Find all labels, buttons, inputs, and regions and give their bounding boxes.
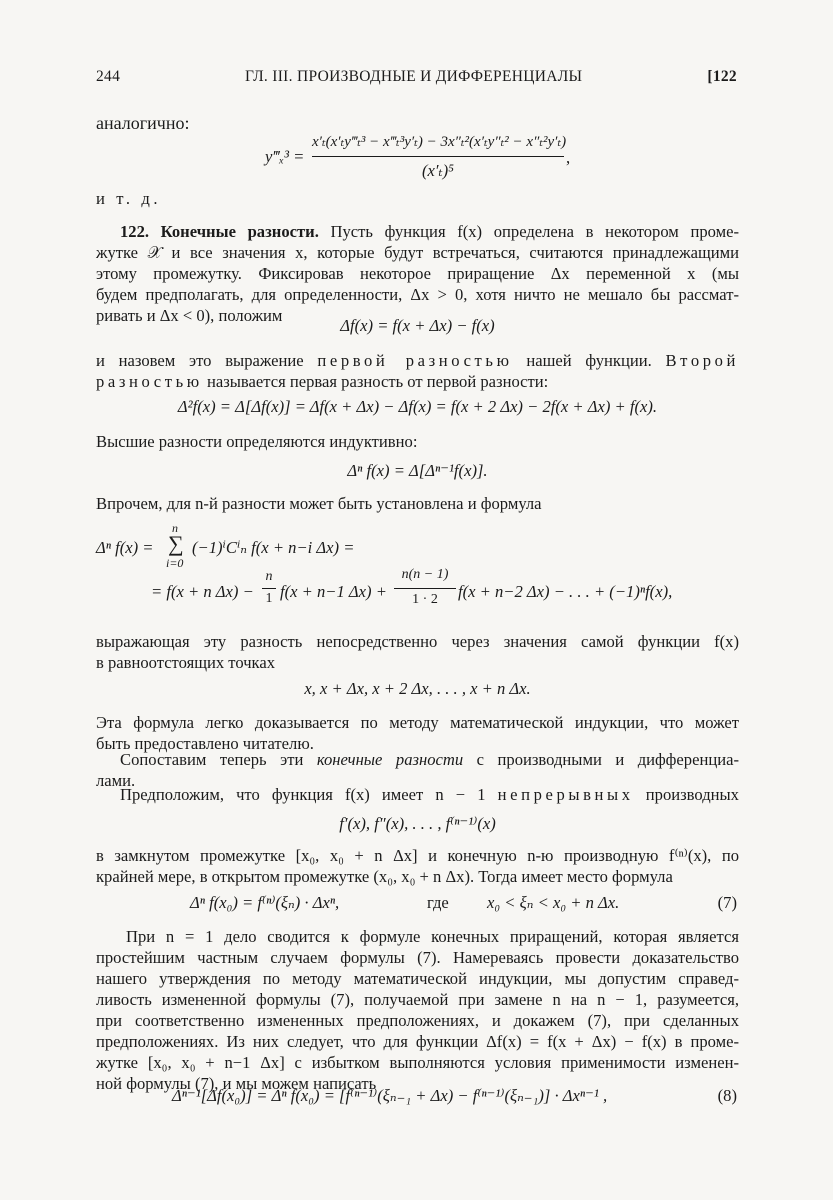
equation-number-8: (8) [717, 1086, 737, 1105]
formula-7-main: Δⁿ f(x₀) = f⁽ⁿ⁾(ξₙ) · Δxⁿ, [190, 893, 340, 912]
text-line: ливость измененной формулы (7), получаемой при замене n на n − 1, разумеется, [96, 990, 739, 1009]
paragraph-proof [96, 926, 739, 1094]
text-line: при соответственно измененных предположениях, и докажем (7), при сделанных [96, 1011, 739, 1030]
spaced-term-second: Второй [665, 351, 739, 370]
text-line: в равноотстоящих точках [96, 653, 276, 672]
text-line [96, 371, 739, 392]
spaced-term-continuous: непрерывных [497, 785, 634, 804]
sum-lower-limit: i=0 [166, 556, 184, 570]
equation-number-7: (7) [717, 893, 737, 912]
paragraph-differences [96, 350, 739, 392]
text-line: в замкнутом промежутке [x₀, x₀ + n Δx] и конечную n-ю производную f⁽ⁿ⁾(x), по [96, 846, 739, 865]
fraction-n2-bar [394, 588, 456, 589]
fraction-n2-numerator: n(n − 1) [401, 567, 449, 582]
etc-text: и т. д. [96, 189, 162, 208]
text-line: этому промежутку. Фиксировав некоторое приращение Δx переменной x (мы [96, 264, 739, 283]
spaced-term-difference: разностью [96, 372, 203, 391]
formula-points: x, x + Δx, x + 2 Δx, . . . , x + n Δx. [304, 679, 531, 698]
text-line: ной формулы (7), и мы можем написать [96, 1074, 377, 1093]
formula-expanded-part2: f(x + n−1 Δx) + [280, 582, 387, 601]
text-fragment: нашей функции. [526, 351, 652, 370]
formula-y3-fraction-bar [312, 156, 564, 157]
text-line: предположениях. Из них следует, что для функции Δf(x) = f(x + Δx) − f(x) в проме- [96, 1032, 739, 1051]
nth-difference-intro: Впрочем, для n-й разности может быть установлена и формула [96, 494, 542, 513]
fraction-n-denominator: 1 [265, 591, 273, 606]
fraction-n-bar [262, 588, 276, 589]
text-fragment: Предположим, что функция f(x) имеет n − 1 [120, 785, 486, 804]
formula-y3-denominator: (x′ₜ)⁵ [422, 161, 454, 180]
formula-expanded-part3: f(x + n−2 Δx) − . . . + (−1)ⁿf(x), [458, 582, 673, 601]
text-line: Эта формула легко доказывается по методу математической индукции, что может [96, 713, 739, 732]
text-fragment: называется первая разность от первой разности: [206, 372, 549, 391]
text-line: будем предполагать, для определенности, Δx > 0, хотя ничто не мешало бы рассмат- [96, 285, 739, 304]
paragraph-interval [96, 845, 739, 887]
formula-y3-comma: , [566, 148, 571, 167]
formula-y3-lhs: y‴ₓ³ = [265, 147, 305, 166]
text-line: простейшим частным случаем формулы (7). Намереваясь провести доказательство [96, 948, 739, 967]
text-line: нашего утверждения по методу математической индукции, мы допустим справед- [96, 969, 739, 988]
italic-term-finite-differences: конечные разности [316, 750, 464, 769]
running-title: ГЛ. III. ПРОИЗВОДНЫЕ И ДИФФЕРЕНЦИАЛЫ [245, 68, 583, 85]
paragraph-induction [96, 712, 739, 754]
paragraph-definition [96, 221, 739, 326]
text-line [96, 784, 739, 805]
text-line: крайней мере, в открытом промежутке (x₀, x₀ + n Δx). Тогда имеет место формула [96, 867, 673, 886]
page-number: 244 [96, 68, 121, 85]
spaced-term-first-difference: первой разностью [317, 351, 513, 370]
paragraph-assume [96, 784, 739, 805]
text-fragment: производных [645, 785, 739, 804]
text-fragment: и назовем это выражение [96, 351, 304, 370]
analog-label: аналогично: [96, 113, 190, 133]
formula-y3-numerator: x′ₜ(x′ₜy‴ₜ³ − x‴ₜ³y′ₜ) − 3x″ₜ²(x′ₜy″ₜ² − x″ₜ²y′ₜ) [312, 134, 567, 150]
paragraph-equidistant [96, 631, 739, 673]
text-line: быть предоставлено читателю. [96, 734, 314, 753]
formula-7-where: где [427, 893, 449, 912]
text-line-content: Пусть функция f(x) определена в некотором проме- [330, 222, 739, 241]
text-line: выражающая эту разность непосредственно через значения самой функции f(x) [96, 632, 739, 651]
fraction-n-numerator: n [265, 569, 273, 584]
formula-7-condition: x₀ < ξₙ < x₀ + n Δx. [487, 893, 620, 912]
formula-second-difference: Δ²f(x) = Δ[Δf(x)] = Δf(x + Δx) − Δf(x) = f(x + 2 Δx) − 2f(x + Δx) + f(x). [177, 397, 658, 416]
text-fragment: с производными и дифференциа- [476, 750, 739, 769]
sum-symbol: ∑ [168, 531, 184, 556]
text-line [96, 749, 739, 770]
text-line: лами. [96, 771, 136, 790]
text-line [96, 221, 739, 242]
text-line [96, 350, 739, 371]
higher-differences-text: Высшие разности определяются индуктивно: [96, 432, 418, 451]
formula-first-difference: Δf(x) = f(x + Δx) − f(x) [340, 316, 495, 335]
formula-8-main: Δⁿ⁻¹[Δf(x₀)] = Δⁿ f(x₀) = [f⁽ⁿ⁻¹⁾(ξₙ₋₁ + Δx) − f⁽ⁿ⁻¹⁾(ξₙ₋₁)] · Δxⁿ⁻¹ , [172, 1086, 608, 1105]
formula-nth-difference-inductive: Δⁿ f(x) = Δ[Δⁿ⁻¹f(x)]. [347, 461, 488, 480]
fraction-n2-denominator: 1 · 2 [412, 592, 438, 607]
text-line: жутке 𝒳 и все значения x, которые будут встречаться, считаются принадлежащими [96, 243, 739, 262]
text-line: жутке [x₀, x₀ + n−1 Δx] с избытком выполняются условия применимости изменен- [96, 1053, 739, 1072]
formula-sum-lhs: Δⁿ f(x) = [96, 538, 154, 557]
text-line: При n = 1 дело сводится к формуле конечных приращений, которая является [126, 927, 739, 946]
formula-sum-rhs: (−1)ⁱCⁱₙ f(x + n−i Δx) = [192, 538, 355, 557]
section-reference: [122 [707, 68, 737, 85]
sum-upper-limit: n [172, 521, 178, 535]
formula-derivatives-list: f′(x), f″(x), . . . , f⁽ⁿ⁻¹⁾(x) [339, 814, 496, 833]
formula-expanded-part1: = f(x + n Δx) − [151, 582, 254, 601]
section-heading: 122. Конечные разности. [120, 222, 319, 241]
text-fragment: Сопоставим теперь эти [120, 750, 304, 769]
text-line: ривать и Δx < 0), положим [96, 306, 283, 325]
